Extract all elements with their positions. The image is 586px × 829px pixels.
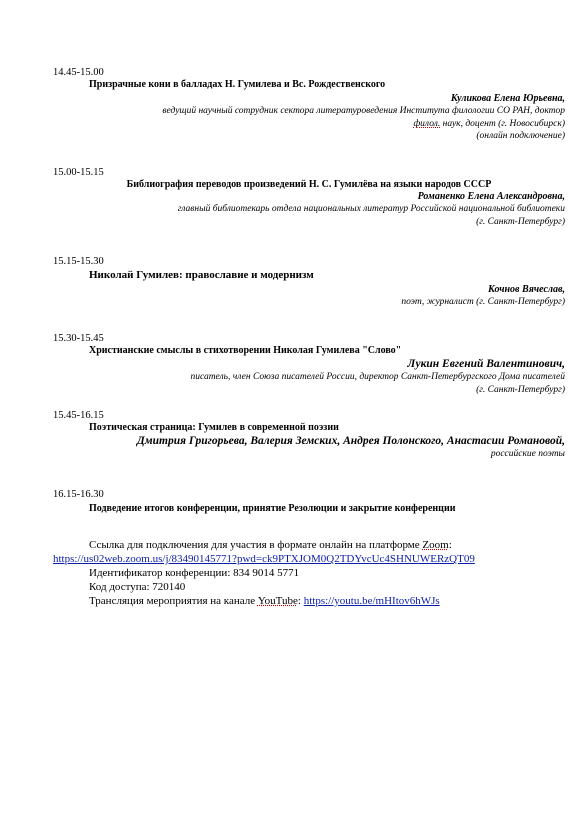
zoom-link-line <box>53 552 573 566</box>
abbreviation: филол. <box>413 118 441 129</box>
talk-title: Николай Гумилев: православие и модернизм <box>89 269 314 281</box>
time-slot: 15.15-15.30 <box>53 256 104 267</box>
conference-id: Идентификатор конференции: 834 9014 5771 <box>89 567 300 579</box>
speaker-description: поэт, журналист (г. Санкт-Петербург) <box>401 297 565 307</box>
program-item <box>53 166 565 228</box>
speaker-description: российские поэты <box>490 449 565 459</box>
youtube-link[interactable]: https://youtu.be/mHItov6hWJs <box>303 595 440 607</box>
stream-info: Трансляция мероприятия на канале YouTube: https://youtu.be/mHItov6hWJs <box>89 595 440 607</box>
time-slot: 16.15-16.30 <box>53 489 104 500</box>
speaker-name: Дмитрия Григорьева, Валерия Земских, Андрея Полонского, Анастасии Романовой, <box>136 435 565 447</box>
program-item <box>53 66 565 143</box>
program-item <box>53 488 565 515</box>
speaker-description: (г. Санкт-Петербург) <box>476 384 565 395</box>
talk-title: Призрачные кони в балладах Н. Гумилева и Вс. Рождественского <box>89 79 386 90</box>
platform-name: Zoom <box>422 539 449 551</box>
speaker-name: Кочнов Вячеслав, <box>488 284 565 295</box>
program-item <box>53 332 565 396</box>
youtube-label: YouTube <box>257 595 298 607</box>
speaker-name: Романенко Елена Александровна, <box>417 191 565 202</box>
time-slot: 15.30-15.45 <box>53 333 104 344</box>
speaker-description: главный библиотекарь отдела национальных литератур Российской национальной библиотеки <box>177 204 565 214</box>
talk-title: Подведение итогов конференции, принятие Резолюции и закрытие конференции <box>89 503 456 514</box>
program-item <box>53 255 565 309</box>
program-item <box>53 409 565 461</box>
talk-title: Поэтическая страница: Гумилев в современной поэзии <box>89 422 339 433</box>
speaker-name: Лукин Евгений Валентинович, <box>407 358 565 370</box>
access-code: Код доступа: 720140 <box>89 581 186 593</box>
online-info <box>53 538 573 608</box>
talk-title: Библиография переводов произведений Н. С. Гумилёва на языки народов СССР <box>126 179 492 190</box>
speaker-description: (г. Санкт-Петербург) <box>476 216 565 227</box>
time-slot: 14.45-15.00 <box>53 67 104 78</box>
time-slot: 15.45-16.15 <box>53 410 104 421</box>
speaker-description: писатель, член Союза писателей России, директор Санкт-Петербургского Дома писателей <box>190 372 565 382</box>
speaker-name: Куликова Елена Юрьевна, <box>450 93 565 104</box>
online-intro: Ссылка для подключения для участия в формате онлайн на платформе Zoom: <box>89 539 452 551</box>
zoom-link[interactable]: https://us02web.zoom.us/j/83490145771?pwd=ck9PTXJOM0Q2TDYvcUc4SHNUWERzQT09 <box>53 553 475 565</box>
speaker-description: ведущий научный сотрудник сектора литературоведения Института филологии СО РАН, доктор <box>162 106 565 116</box>
time-slot: 15.00-15.15 <box>53 167 104 178</box>
speaker-description: (онлайн подключение) <box>476 131 565 141</box>
speaker-description: филол. наук, доцент (г. Новосибирск) <box>413 118 565 129</box>
talk-title: Христианские смыслы в стихотворении Николая Гумилева "Слово" <box>89 345 402 356</box>
